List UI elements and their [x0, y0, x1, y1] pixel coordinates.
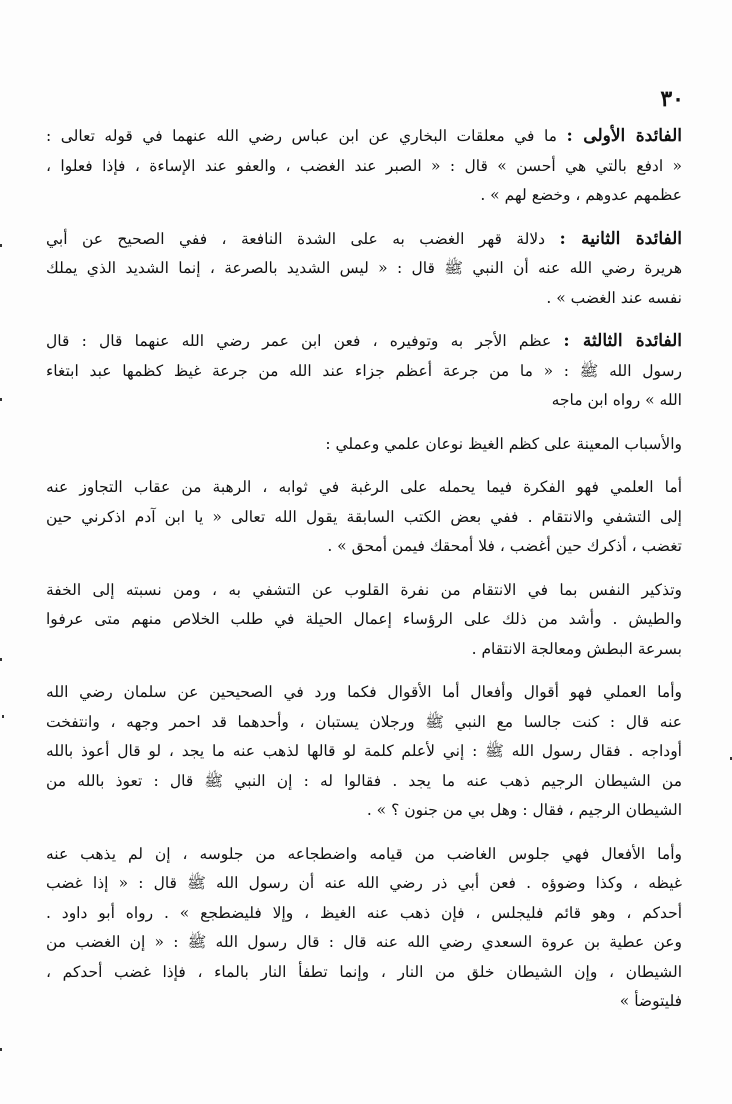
text-line: وتذكير النفس بما في الانتقام من نفرة القلوب عن التشفي به ، ومن نسبته إلى الخفة: [46, 580, 682, 599]
text-line: الشيطان ، وإن الشيطان خلق من النار ، وإنما تطفأ النار بالماء ، فإذا غضب أحدكم ،: [46, 962, 682, 981]
text-line: غيظه ، وكذا وضوؤه . فعن أبي ذر رضي الله عنه أن رسول الله ﷺ قال : « إذا غضب: [46, 874, 682, 892]
text-line: تغضب ، أذكرك حين أغضب ، فلا أمحقك فيمن أمحق » .: [327, 537, 682, 555]
page-number: ٣٠: [660, 86, 684, 112]
text-line: فليتوضأ »: [619, 992, 682, 1010]
text-line: نفسه عند الغضب » .: [546, 288, 682, 307]
text-line: عنه قال : كنت جالسا مع النبي ﷺ ورجلان يستبان ، وأحدهما قد احمر وجهه ، وانتفخت: [46, 712, 682, 731]
text-line: عظم الأجر به وتوفيره ، فعن ابن عمر رضي الله عنهما قال : قال: [46, 332, 552, 350]
scan-margin-mark: [0, 1048, 2, 1051]
text-line: وأما العملي فهو أقوال وأفعال أما الأقوال فكما ورد في الصحيحين عن سلمان رضي الله: [46, 683, 682, 701]
text-line: والأسباب المعينة على كظم الغيظ نوعان علمي وعملي :: [325, 434, 682, 453]
text-line: أحدكم ، وهو قائم فليجلس ، فإن ذهب عنه الغيظ ، وإلا فليضطجع » . رواه أبو داود .: [46, 903, 682, 922]
text-line: بسرعة البطش ومعالجة الانتقام .: [471, 639, 682, 658]
text-line: الله » رواه ابن ماجه: [551, 391, 682, 409]
text-line: عظمهم عدوهم ، وخضع لهم » .: [480, 186, 682, 204]
heading-third-benefit: الفائدة الثالثة :: [563, 331, 682, 351]
text-line: هريرة رضي الله عنه أن النبي ﷺ قال : « ليس الشديد بالصرعة ، إنما الشديد الذي يملك: [46, 259, 682, 277]
scan-margin-mark: [0, 398, 2, 401]
scan-margin-mark: [0, 244, 2, 247]
scan-margin-mark: [0, 658, 2, 661]
paragraph-practical-actions: [46, 840, 682, 1017]
paragraph-third-benefit: [46, 327, 682, 416]
paragraph-knowledge-cause: [46, 473, 682, 562]
text-line: وعن عطية بن عروة السعدي رضي الله عنه قال : قال رسول الله ﷺ : « إن الغضب من: [46, 933, 682, 951]
scan-margin-mark: [2, 715, 4, 718]
text-line: رسول الله ﷺ : « ما من جرعة أعظم جزاء عند الله من جرعة غيظ كظمها عبد ابتغاء: [46, 361, 682, 380]
paragraph-self-reminder: [46, 576, 682, 665]
paragraph-second-benefit: [46, 225, 682, 314]
heading-second-benefit: الفائدة الثانية :: [559, 228, 682, 249]
page-body: [46, 122, 682, 1031]
text-line: ما في معلقات البخاري عن ابن عباس رضي الله عنهما في قوله تعالى :: [46, 127, 557, 145]
text-line: من الشيطان الرجيم ذهب عنه ما يجد . فقالوا له : إن النبي ﷺ قال : تعوذ بالله من: [46, 771, 682, 790]
paragraph-practical-sayings: [46, 678, 682, 826]
text-line: أما العلمي فهو الفكرة فيما يحمله على الرغبة في ثوابه ، الرهبة من عقاب التجاوز عنه: [46, 478, 682, 496]
text-line: أوداجه . فقال رسول الله ﷺ : إني لأعلم كلمة لو قالها لذهب عنه ما يجد ، لو قال أعوذ بالله: [46, 742, 682, 760]
heading-first-benefit: الفائدة الأولى :: [566, 126, 682, 146]
text-line: « ادفع بالتي هي أحسن » قال : « الصبر عند الغضب ، والعفو عند الإساءة ، فإذا فعلوا ،: [46, 156, 682, 175]
text-line: وأما الأفعال فهي جلوس الغاضب من قيامه واضطجاعه من جلوسه ، إن لم يذهب عنه: [46, 844, 682, 863]
text-line: إلى التشفي والانتقام . ففي بعض الكتب السابقة يقول الله تعالى « يا ابن آدم اذكرني حين: [46, 507, 682, 526]
text-line: الشيطان الرجيم ، فقال : وهل بي من جنون ؟ » .: [366, 801, 682, 819]
text-line: دلالة قهر الغضب به على الشدة النافعة ، ففي الصحيح عن أبي: [46, 229, 546, 248]
paragraph-helping-causes: [46, 430, 682, 460]
text-line: والطيش . وأشد من ذلك على الرؤساء إعمال الحيلة في طلب الخلاص منهم متى عرفوا: [46, 610, 682, 628]
paragraph-first-benefit: [46, 122, 682, 211]
